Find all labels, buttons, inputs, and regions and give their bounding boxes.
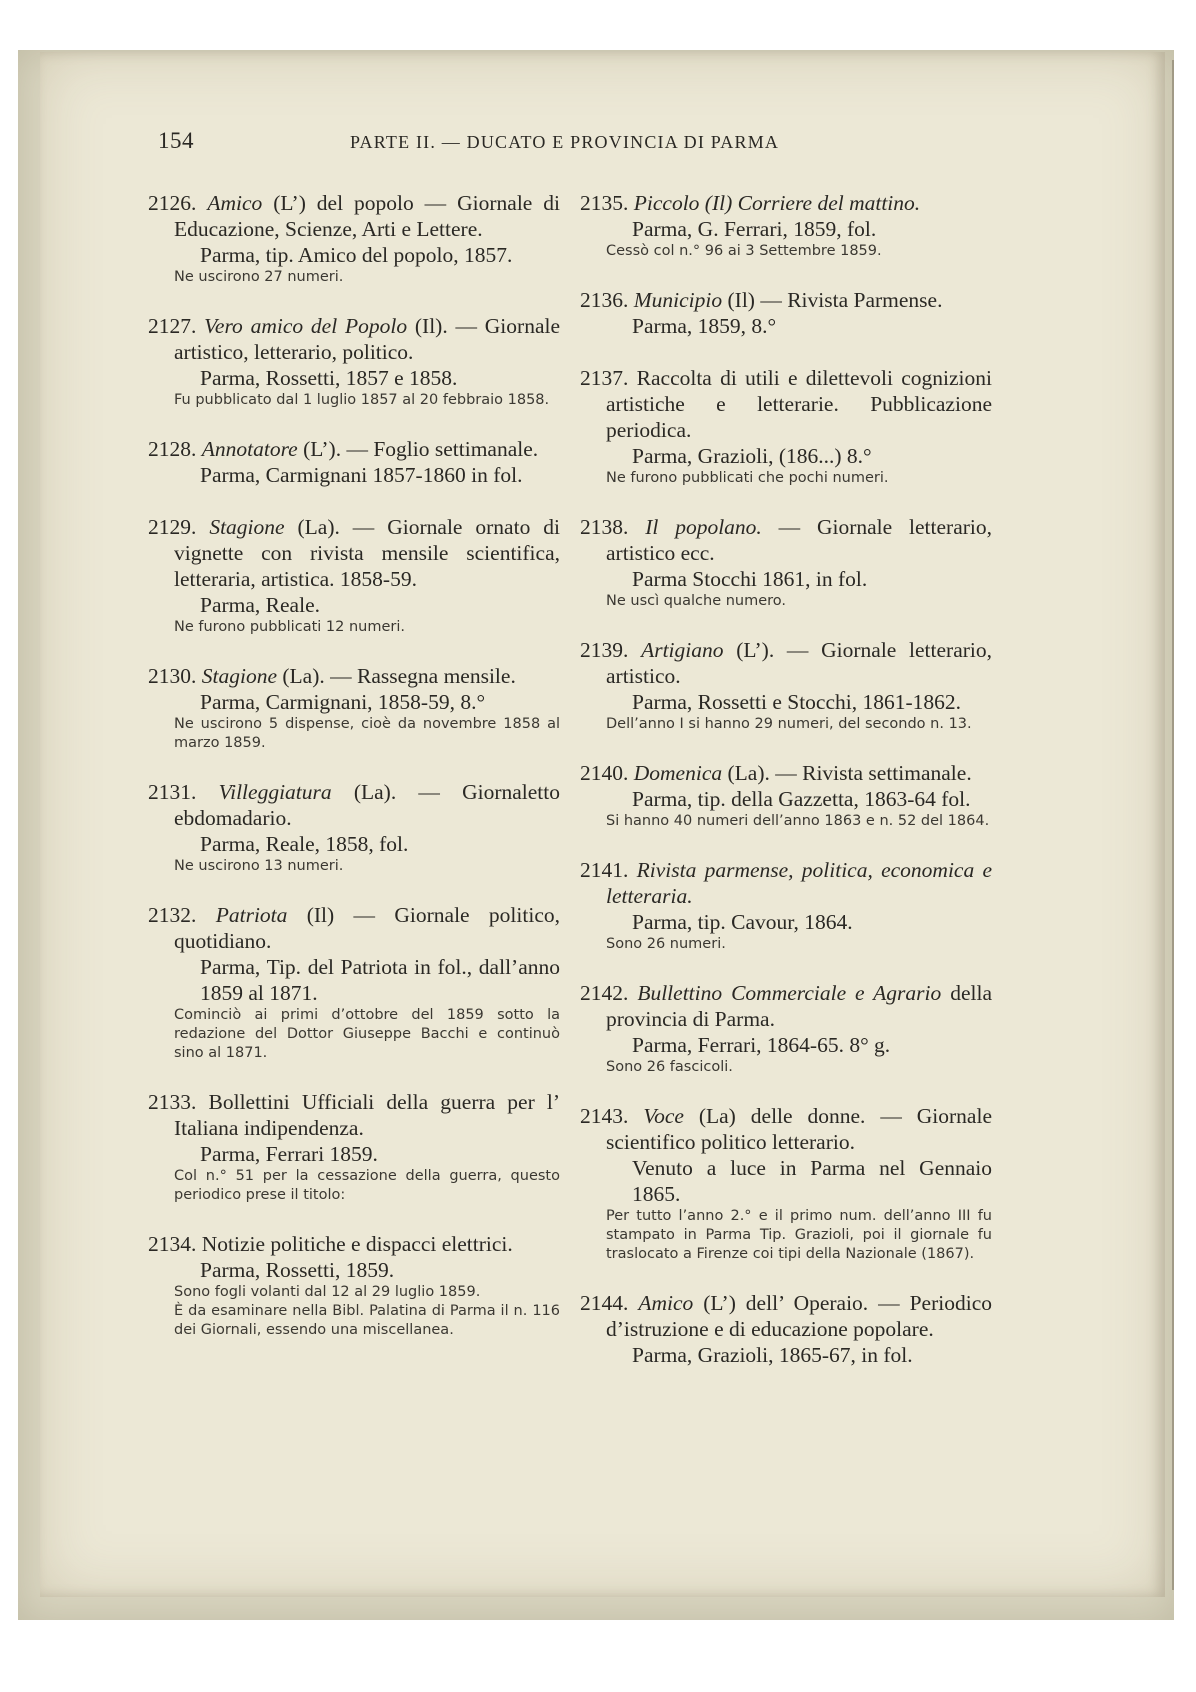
- entry-imprint: Parma, Grazioli, 1865-67, in fol.: [632, 1343, 913, 1367]
- entry-imprint: Parma, tip. Amico del popolo, 1857.: [200, 243, 513, 267]
- entry-number: 2142.: [580, 981, 629, 1005]
- entry-note: Ne uscirono 5 dispense, cioè da novembre 1858 al marzo 1859.: [174, 716, 560, 751]
- entry-imprint: Parma, Rossetti, 1859.: [200, 1258, 395, 1282]
- entry-heading: [580, 514, 992, 566]
- entry-description: (La). — Giornale ornato di vignette con rivista mensile scientifica, letteraria, artistica. 1858-59.: [174, 515, 560, 591]
- entry-heading: [148, 436, 560, 462]
- entry-imprint: Parma, 1859, 8.°: [632, 314, 777, 338]
- entry-description: (Il). — Giornale artistico, letterario, politico.: [174, 314, 561, 364]
- entry-title: Patriota: [215, 903, 288, 927]
- catalog-entry: [580, 637, 992, 734]
- entry-note: Ne uscì qualche numero.: [606, 593, 787, 609]
- entry-description: (L’) del popolo — Giornale di Educazione, Scienze, Arti e Lettere.: [174, 191, 561, 241]
- entry-number: 2131.: [148, 780, 197, 804]
- entry-title: Municipio: [633, 288, 723, 312]
- entry-description: — Giornale letterario, artistico ecc.: [606, 515, 993, 565]
- entry-description: (La) delle donne. — Giornale scientifico politico letterario.: [606, 1104, 992, 1154]
- entry-imprint: Parma, G. Ferrari, 1859, fol.: [632, 217, 877, 241]
- catalog-entry: [148, 779, 560, 876]
- entry-heading: [580, 287, 992, 313]
- catalog-entry: [148, 190, 560, 287]
- entry-note: Sono 26 fascicoli.: [606, 1059, 733, 1075]
- entry-title: Voce: [643, 1104, 684, 1128]
- catalog-entry: [580, 857, 992, 954]
- entry-note: Col n.° 51 per la cessazione della guerra, questo periodico prese il titolo:: [174, 1168, 560, 1203]
- entry-imprint: Parma, Reale.: [200, 593, 320, 617]
- entry-heading: [580, 365, 992, 443]
- entry-imprint: Parma Stocchi 1861, in fol.: [632, 567, 868, 591]
- entry-imprint: Parma, Rossetti e Stocchi, 1861-1862.: [632, 690, 962, 714]
- entry-title: Piccolo (Il) Corriere del mattino.: [633, 191, 921, 215]
- catalog-entry: [580, 980, 992, 1077]
- entry-title: Domenica: [633, 761, 723, 785]
- entry-description: Notizie politiche e dispacci elettrici.: [201, 1232, 513, 1256]
- entry-title: Rivista parmense, politica, economica e letteraria.: [606, 858, 993, 908]
- entry-title: Vero amico del Popolo: [204, 314, 408, 338]
- entry-heading: [148, 190, 560, 242]
- entry-note: Ne uscirono 13 numeri.: [174, 858, 344, 874]
- running-title: PARTE II. — DUCATO E PROVINCIA DI PARMA: [350, 132, 780, 152]
- entry-imprint: Parma, Carmignani, 1858-59, 8.°: [200, 690, 486, 714]
- entry-note: Cominciò ai primi d’ottobre del 1859 sotto la redazione del Dottor Giuseppe Bacchi e continuò sino al 1871.: [174, 1007, 560, 1061]
- page-edge-shadow: [1172, 60, 1174, 1590]
- entry-heading: [148, 514, 560, 592]
- entry-note: Sono fogli volanti dal 12 al 29 luglio 1859.: [174, 1284, 481, 1300]
- catalog-entry: [148, 313, 560, 410]
- catalog-entry: [580, 365, 992, 488]
- entry-description: della provincia di Parma.: [606, 981, 992, 1031]
- entry-heading: [148, 779, 560, 831]
- catalog-entry: [580, 1103, 992, 1264]
- right-column: [580, 190, 992, 1394]
- entry-heading: [148, 1089, 560, 1141]
- entry-number: 2141.: [580, 858, 629, 882]
- entry-number: 2139.: [580, 638, 629, 662]
- entry-heading: [580, 1103, 992, 1155]
- catalog-entry: [580, 1290, 992, 1368]
- entry-description: (La). — Rivista settimanale.: [722, 761, 972, 785]
- entry-note: Ne uscirono 27 numeri.: [174, 269, 344, 285]
- running-header: [158, 128, 1048, 164]
- entry-number: 2129.: [148, 515, 197, 539]
- entry-imprint: Venuto a luce in Parma nel Gennaio 1865.: [632, 1156, 992, 1206]
- entry-heading: [148, 313, 560, 365]
- entry-title: Stagione: [209, 515, 285, 539]
- entry-imprint: Parma, Tip. del Patriota in fol., dall’anno 1859 al 1871.: [200, 955, 560, 1005]
- entry-note: Ne furono pubblicati 12 numeri.: [174, 619, 405, 635]
- entry-imprint: Parma, Grazioli, (186...) 8.°: [632, 444, 872, 468]
- catalog-entry: [148, 1089, 560, 1205]
- entry-description: (La). — Rassegna mensile.: [277, 664, 516, 688]
- entry-title: Villeggiatura: [218, 780, 332, 804]
- entry-description: (L’). — Giornale letterario, artistico.: [606, 638, 992, 688]
- entry-title: Annotatore: [201, 437, 298, 461]
- catalog-entry: [148, 663, 560, 753]
- catalog-entry: [580, 287, 992, 339]
- entry-description: (L’). — Foglio settimanale.: [297, 437, 539, 461]
- catalog-entry: [580, 190, 992, 261]
- entry-number: 2143.: [580, 1104, 629, 1128]
- entry-note: Dell’anno I si hanno 29 numeri, del secondo n. 13.: [606, 716, 972, 732]
- entry-imprint: Parma, Ferrari 1859.: [200, 1142, 378, 1166]
- entry-title: Stagione: [201, 664, 277, 688]
- entry-imprint: Parma, Carmignani 1857-1860 in fol.: [200, 463, 523, 487]
- entry-number: 2132.: [148, 903, 197, 927]
- entry-number: 2127.: [148, 314, 197, 338]
- entry-heading: [148, 663, 560, 689]
- entry-title: Bullettino Commerciale e Agrario: [637, 981, 942, 1005]
- entry-imprint: Parma, tip. Cavour, 1864.: [632, 910, 853, 934]
- entry-number: 2133.: [148, 1090, 197, 1114]
- entry-number: 2135.: [580, 191, 629, 215]
- entry-description: (Il) — Rivista Parmense.: [722, 288, 943, 312]
- catalog-entry: [148, 1231, 560, 1340]
- page-number: 154: [158, 128, 194, 153]
- entry-number: 2140.: [580, 761, 629, 785]
- entry-imprint: Parma, Rossetti, 1857 e 1858.: [200, 366, 458, 390]
- entry-number: 2137.: [580, 366, 629, 390]
- entry-imprint: Parma, Ferrari, 1864-65. 8° g.: [632, 1033, 891, 1057]
- entry-imprint: Parma, Reale, 1858, fol.: [200, 832, 409, 856]
- entry-heading: [580, 1290, 992, 1342]
- entry-heading: [580, 980, 992, 1032]
- catalog-entry: [148, 514, 560, 637]
- entry-heading: [580, 760, 992, 786]
- entry-description: Raccolta di utili e dilettevoli cognizioni artistiche e letterarie. Pubblicazione periodica.: [606, 366, 992, 442]
- entry-note: Cessò col n.° 96 ai 3 Settembre 1859.: [606, 243, 882, 259]
- entry-note: Ne furono pubblicati che pochi numeri.: [606, 470, 889, 486]
- entry-description: Bollettini Ufficiali della guerra per l’ Italiana indipendenza.: [174, 1090, 561, 1140]
- entry-title: Il popolano.: [645, 515, 762, 539]
- entry-title: Amico: [207, 191, 263, 215]
- entry-number: 2130.: [148, 664, 197, 688]
- entry-note: Si hanno 40 numeri dell’anno 1863 e n. 52 del 1864.: [606, 813, 990, 829]
- entry-description: (Il) — Giornale politico, quotidiano.: [174, 903, 560, 953]
- catalog-entry: [148, 436, 560, 488]
- entry-number: 2138.: [580, 515, 629, 539]
- catalog-entry: [580, 760, 992, 831]
- entry-number: 2144.: [580, 1291, 629, 1315]
- entry-note: Fu pubblicato dal 1 luglio 1857 al 20 febbraio 1858.: [174, 392, 550, 408]
- entry-note: Per tutto l’anno 2.° e il primo num. dell’anno III fu stampato in Parma Tip. Grazioli, poi il giornale fu traslocato a Firenze coi tipi della Nazionale (1867).: [606, 1208, 992, 1262]
- entry-heading: [580, 190, 992, 216]
- entry-heading: [580, 857, 992, 909]
- entry-description: (L’) dell’ Operaio. — Periodico d’istruzione e di educazione popolare.: [606, 1291, 992, 1341]
- entry-imprint: Parma, tip. della Gazzetta, 1863-64 fol.: [632, 787, 971, 811]
- entry-heading: [580, 637, 992, 689]
- entry-note-secondary: È da esaminare nella Bibl. Palatina di Parma il n. 116 dei Giornali, essendo una miscellanea.: [174, 1303, 560, 1338]
- entry-number: 2126.: [148, 191, 197, 215]
- entry-number: 2128.: [148, 437, 197, 461]
- entry-heading: [148, 1231, 560, 1257]
- entry-description: (La). — Giornaletto ebdomadario.: [174, 780, 560, 830]
- entry-number: 2136.: [580, 288, 629, 312]
- entry-note: Sono 26 numeri.: [606, 936, 726, 952]
- entry-title: Artigiano: [641, 638, 724, 662]
- left-column: [148, 190, 560, 1366]
- entry-heading: [148, 902, 560, 954]
- catalog-entry: [148, 902, 560, 1063]
- entry-title: Amico: [638, 1291, 694, 1315]
- catalog-entry: [580, 514, 992, 611]
- entry-number: 2134.: [148, 1232, 197, 1256]
